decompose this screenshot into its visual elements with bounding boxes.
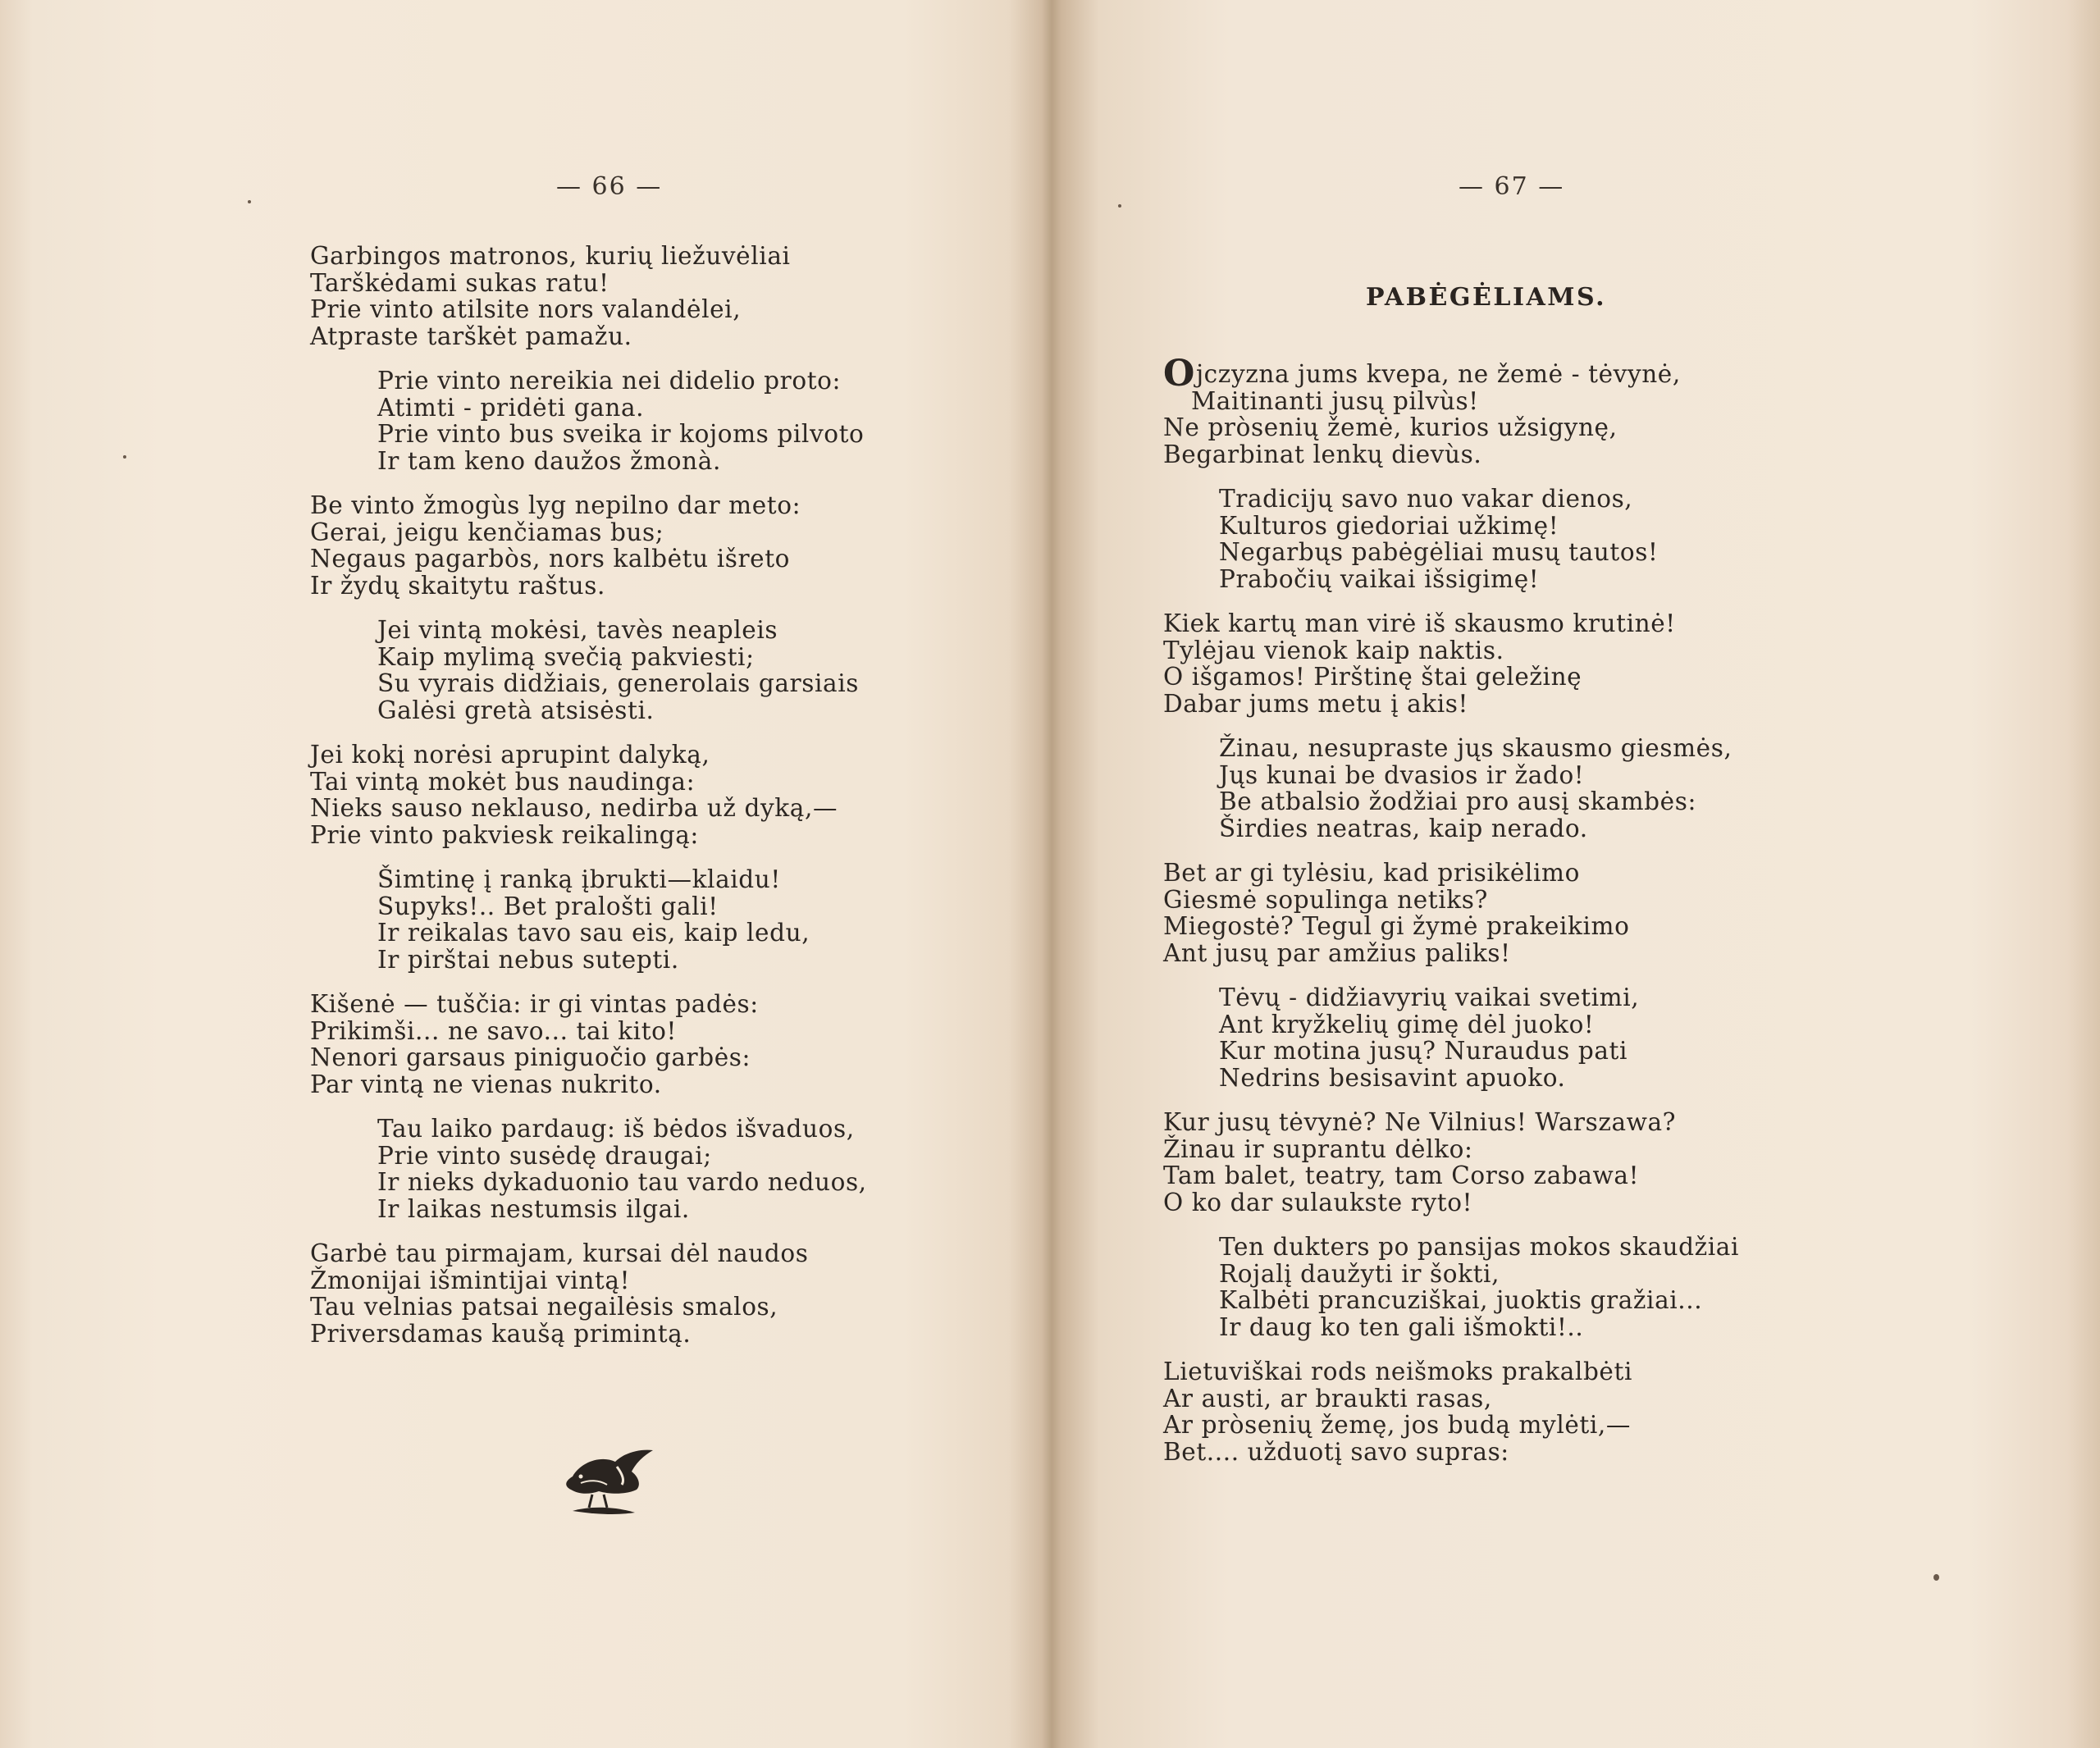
stanza — [310, 866, 1016, 973]
verse-line: Lietuviškai rods neišmoks prakalbėti — [1163, 1358, 1632, 1385]
stanza — [1163, 1109, 1984, 1216]
verse-line: Žinau ir suprantu dėlko: — [1163, 1134, 1473, 1163]
verse-line: Bet.... užduotį savo supras: — [1163, 1437, 1509, 1466]
stanza — [1163, 486, 1984, 592]
stanza — [1163, 610, 1984, 717]
verse-line: Negarbųs pabėgėliai musų tautos! — [1219, 538, 1659, 566]
poem-title: PABĖGĖLIAMS. — [1366, 283, 1607, 312]
verse-line: O ko dar sulaukste ryto! — [1163, 1188, 1473, 1216]
verse-line: Garbingos matronos, kurių liežuvėliai — [310, 242, 791, 270]
verse-line: Par vintą ne vienas nukrito. — [310, 1070, 662, 1098]
poem-text — [1163, 353, 1984, 1483]
verse-line: O išgamos! Pirštinę štai geležinę — [1163, 663, 1582, 691]
verse-line: Tėvų - didžiavyrių vaikai svetimi, — [1219, 984, 1640, 1011]
verse-line: Kalbėti prancuziškai, juoktis gražiai... — [1219, 1286, 1703, 1314]
verse-line: Prie vinto pakviesk reikalingą: — [310, 820, 699, 849]
verse-line: Prie vinto nereikia nei didelio proto: — [377, 367, 842, 395]
verse-line: Negaus pagarbòs, nors kalbėtu išreto — [310, 545, 791, 573]
page-number: — 66 — — [556, 172, 663, 201]
verse-line: Širdies neatras, kaip nerado. — [1219, 814, 1588, 842]
first-line-text: jczyzna jums kvepa, ne žemė - tėvynė, — [1195, 360, 1681, 388]
verse-line: Tai vintą mokėt bus naudinga: — [310, 767, 696, 796]
verse-line: Atpraste tarškėt pamažu. — [310, 322, 632, 350]
stanza — [1163, 353, 1984, 468]
verse-line: Ir laikas nestumsis ilgai. — [377, 1194, 690, 1223]
stanza — [310, 367, 1016, 474]
verse-line: Kulturos giedoriai užkimę! — [1219, 511, 1559, 540]
drop-cap: O — [1163, 353, 1195, 395]
verse-line: Rojalį daužyti ir šokti, — [1219, 1259, 1500, 1288]
verse-line: Be atbalsio žodžiai pro ausį skambės: — [1219, 787, 1696, 815]
bird-icon — [556, 1437, 663, 1519]
verse-line: Tau velnias patsai negailėsis smalos, — [310, 1293, 778, 1321]
stanza — [1163, 860, 1984, 966]
verse-line: Giesmė sopulinga netiks? — [1163, 885, 1488, 914]
verse-line: Ir daug ko ten gali išmokti!.. — [1219, 1312, 1584, 1341]
verse-line: Priversdamas kaušą primintą. — [310, 1319, 692, 1348]
stanza — [310, 742, 1016, 848]
verse-line: Nieks sauso neklauso, nedirba už dyką,— — [310, 794, 838, 822]
verse-line: Tradicijų savo nuo vakar dienos, — [1219, 485, 1633, 513]
verse-line: Ne pròsenių žemė, kurios užsigynę, — [1163, 413, 1618, 441]
stanza — [1163, 1358, 1984, 1465]
verse-line: Prikimši... ne savo... tai kito! — [310, 1016, 677, 1045]
verse-line: Bet ar gi tylėsiu, kad prisikėlimo — [1163, 859, 1580, 887]
verse-line: Ar pròsenių žemę, jos budą mylėti,— — [1163, 1411, 1631, 1439]
verse-line: Nenori garsaus piniguočio garbės: — [310, 1043, 751, 1071]
verse-line: Prie vinto bus sveika ir kojoms pilvoto — [377, 420, 865, 448]
verse-line: Maitinanti jusų pilvùs! — [1191, 386, 1479, 415]
verse-line: Dabar jums metu į akis! — [1163, 689, 1468, 718]
stanza — [310, 1240, 1016, 1347]
stanza — [310, 243, 1016, 349]
verse-line: Kaip mylimą svečią pakviesti; — [377, 642, 755, 671]
stanza — [1163, 735, 1984, 842]
verse-line: Miegostė? Tegul gi žymė prakeikimo — [1163, 912, 1630, 940]
verse-line: Gerai, jeigu kenčiamas bus; — [310, 518, 664, 546]
right-page — [1054, 0, 2100, 1748]
verse-line: Žinau, nesupraste jųs skausmo giesmės, — [1219, 734, 1732, 762]
verse-line: Ir reikalas tavo sau eis, kaip ledu, — [377, 919, 810, 947]
stanza — [310, 617, 1016, 723]
verse-line: Atimti - pridėti gana. — [377, 393, 645, 422]
verse-line: Kur motina jusų? Nuraudus pati — [1219, 1037, 1628, 1065]
verse-line: Šimtinę į ranką įbrukti—klaidu! — [377, 865, 781, 893]
verse-line: Žmonijai išmintijai vintą! — [310, 1266, 631, 1294]
verse-line: Kiek kartų man virė iš skausmo krutinė! — [1163, 609, 1676, 637]
verse-line: Su vyrais didžiais, generolais garsiais — [377, 669, 859, 697]
verse-line: Tam balet, teatry, tam Corso zabawa! — [1163, 1162, 1640, 1189]
stanza — [1163, 984, 1984, 1091]
verse-line: Begarbinat lenkų dievùs. — [1163, 440, 1482, 468]
verse-line: Ten dukters po pansijas mokos skaudžiai — [1219, 1233, 1739, 1261]
page-number: — 67 — — [1459, 172, 1565, 201]
verse-line: Kur jusų tėvynė? Ne Vilnius! Warszawa? — [1163, 1108, 1677, 1136]
verse-line: Ir nieks dykaduonio tau vardo neduos, — [377, 1168, 867, 1196]
verse-line: Ant kryžkelių gimę dėl juoko! — [1219, 1010, 1595, 1038]
verse-line: Be vinto žmogùs lyg nepilno dar meto: — [310, 491, 801, 519]
stanza — [310, 1116, 1016, 1222]
verse-line: Jųs kunai be dvasios ir žado! — [1219, 760, 1585, 789]
first-line — [1163, 353, 1984, 395]
stanza — [310, 991, 1016, 1098]
verse-line: Nedrins besisavint apuoko. — [1219, 1063, 1566, 1092]
verse-line: Prie vinto susėdę draugai; — [377, 1141, 712, 1170]
verse-line: Jei vintą mokėsi, tavès neapleis — [377, 616, 778, 644]
stanza — [1163, 1234, 1984, 1340]
verse-line: Ant jusų par amžius paliks! — [1163, 938, 1511, 967]
verse-line: Jei kokį norėsi aprupint dalyką, — [310, 741, 710, 769]
verse-line: Prabočių vaikai išsigimę! — [1219, 564, 1540, 593]
verse-line: Prie vinto atilsite nors valandėlei, — [310, 295, 742, 323]
verse-line: Ir tam keno daužos žmonà. — [377, 446, 721, 475]
poem-text — [310, 243, 1016, 1365]
verse-line: Galėsi gretà atsisėsti. — [377, 696, 655, 724]
verse-line: Ir žydų skaitytu raštus. — [310, 571, 605, 600]
verse-line: Supyks!.. Bet pralošti gali! — [377, 892, 719, 920]
verse-line: Ar austi, ar braukti rasas, — [1163, 1384, 1492, 1413]
stanza — [310, 492, 1016, 599]
verse-line: Tau laiko pardaug: iš bėdos išvaduos, — [377, 1115, 855, 1143]
verse-line: Kišenė — tuščia: ir gi vintas padės: — [310, 990, 759, 1018]
verse-line: Tylėjau vienok kaip naktis. — [1163, 636, 1504, 664]
verse-line: Garbė tau pirmajam, kursai dėl naudos — [310, 1239, 809, 1267]
verse-line: Ir pirštai nebus sutepti. — [377, 945, 679, 974]
verse-line: Tarškėdami sukas ratu! — [310, 268, 609, 297]
